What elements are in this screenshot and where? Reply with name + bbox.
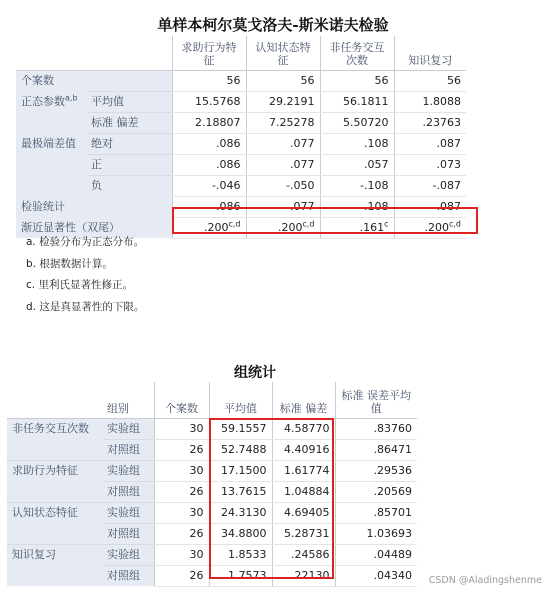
- footnote: a. 检验分布为正态分布。: [26, 236, 145, 248]
- significance-highlight-box: [172, 207, 478, 234]
- mean-value: 59.1557: [209, 418, 272, 439]
- cell-value: [246, 70, 320, 91]
- value-text: .108: [364, 136, 389, 150]
- n-value: 30: [154, 460, 209, 481]
- value-text: 1.8088: [422, 94, 461, 108]
- cell-value: [394, 70, 466, 91]
- cell-value: [246, 154, 320, 175]
- gs-col-header: 标准 偏差: [272, 382, 335, 418]
- row-label: [16, 154, 86, 175]
- row-label-text: 正态参数: [21, 94, 65, 108]
- group-label: 对照组: [102, 523, 154, 544]
- row-sublabel: 正: [86, 154, 172, 175]
- n-value: 26: [154, 439, 209, 460]
- cell-value: [172, 175, 246, 196]
- sd-value: 4.58770: [272, 418, 335, 439]
- mean-value: 52.7488: [209, 439, 272, 460]
- cell-value: [172, 112, 246, 133]
- cell-value: [246, 112, 320, 133]
- n-value: 30: [154, 544, 209, 565]
- cell-value: [246, 133, 320, 154]
- cell-value: [394, 175, 466, 196]
- footnote-marker: c,d: [302, 218, 315, 228]
- cell-value: [320, 175, 394, 196]
- value-text: 56: [300, 73, 315, 87]
- gs-col-header: 标准 误差平均值: [335, 382, 417, 418]
- ks-col-header: 知识复习: [394, 36, 466, 70]
- cell-value: [320, 112, 394, 133]
- row-label: [16, 175, 86, 196]
- mean-value: 1.7573: [209, 565, 272, 586]
- cell-value: [394, 112, 466, 133]
- group-label: 对照组: [102, 439, 154, 460]
- row-label: [16, 91, 86, 112]
- se-value: .29536: [335, 460, 417, 481]
- value-text: .086: [216, 136, 241, 150]
- value-text: .077: [290, 157, 315, 171]
- row-label: [16, 196, 172, 217]
- ks-row: [16, 112, 466, 133]
- value-text: .077: [290, 136, 315, 150]
- row-label: [16, 133, 86, 154]
- value-text: .23763: [422, 115, 461, 129]
- value-text: .087: [436, 199, 461, 213]
- sd-value: 4.69405: [272, 502, 335, 523]
- gs-col-header: 组别: [102, 382, 154, 418]
- cell-value: [172, 133, 246, 154]
- ks-row: [16, 91, 466, 112]
- se-value: .20569: [335, 481, 417, 502]
- cell-value: [246, 175, 320, 196]
- variable-label: 知识复习: [7, 544, 102, 586]
- value-text: -.087: [432, 178, 461, 192]
- group-label: 对照组: [102, 481, 154, 502]
- cell-value: [320, 154, 394, 175]
- group-label: 实验组: [102, 502, 154, 523]
- sd-value: .24586: [272, 544, 335, 565]
- sd-value: 1.04884: [272, 481, 335, 502]
- watermark: CSDN @Aladingshenme: [428, 575, 542, 586]
- row-sublabel: 标准 偏差: [86, 112, 172, 133]
- value-text: .161: [359, 220, 385, 234]
- se-value: .85701: [335, 502, 417, 523]
- row-label-text: 个案数: [21, 73, 54, 87]
- value-text: 29.2191: [269, 94, 315, 108]
- value-text: .108: [364, 199, 389, 213]
- cell-value: [320, 70, 394, 91]
- row-label-text: 渐近显著性（双尾）: [21, 220, 120, 234]
- n-value: 26: [154, 565, 209, 586]
- group-label: 实验组: [102, 418, 154, 439]
- footnote-marker: a,b: [65, 92, 78, 102]
- value-text: 56.1811: [343, 94, 389, 108]
- row-label: [16, 70, 172, 91]
- group-label: 实验组: [102, 544, 154, 565]
- value-text: .086: [216, 157, 241, 171]
- se-value: .04340: [335, 565, 417, 586]
- mean-value: 1.8533: [209, 544, 272, 565]
- variable-label: 认知状态特征: [7, 502, 102, 544]
- value-text: -.050: [286, 178, 315, 192]
- variable-label: 求助行为特征: [7, 460, 102, 502]
- cell-value: [172, 91, 246, 112]
- ks-row: [16, 70, 466, 91]
- mean-value: 24.3130: [209, 502, 272, 523]
- n-value: 30: [154, 502, 209, 523]
- cell-value: [172, 70, 246, 91]
- value-text: .087: [436, 136, 461, 150]
- footnote: d. 这是真显著性的下限。: [26, 300, 145, 313]
- value-text: -.046: [212, 178, 241, 192]
- ks-footnotes: [26, 234, 144, 320]
- se-value: 1.03693: [335, 523, 417, 544]
- mean-value: 13.7615: [209, 481, 272, 502]
- cell-value: [172, 154, 246, 175]
- cell-value: [246, 91, 320, 112]
- row-sublabel: 负: [86, 175, 172, 196]
- ks-test-title: 单样本柯尔莫戈洛夫-斯米诺夫检验: [157, 16, 389, 34]
- sd-value: 5.28731: [272, 523, 335, 544]
- ks-col-header: 非任务交互次数: [320, 36, 394, 70]
- value-text: 2.18807: [195, 115, 241, 129]
- value-text: .073: [436, 157, 461, 171]
- group-stats-title: 组统计: [234, 365, 276, 381]
- value-text: .077: [290, 199, 315, 213]
- value-text: 56: [226, 73, 241, 87]
- se-value: .86471: [335, 439, 417, 460]
- row-label: [16, 112, 86, 133]
- mean-value: 17.1500: [209, 460, 272, 481]
- row-sublabel: 平均值: [86, 91, 172, 112]
- gs-col-header: 个案数: [154, 382, 209, 418]
- cell-value: [320, 91, 394, 112]
- value-text: .200: [203, 220, 229, 234]
- ks-col-header: 求助行为特征: [172, 36, 246, 70]
- ks-col-header: 认知状态特征: [246, 36, 320, 70]
- ks-row: [16, 154, 466, 175]
- row-label-text: 检验统计: [21, 199, 65, 213]
- n-value: 26: [154, 481, 209, 502]
- value-text: 15.5768: [195, 94, 241, 108]
- mean-value: 34.8800: [209, 523, 272, 544]
- sd-value: 4.40916: [272, 439, 335, 460]
- value-text: 56: [447, 73, 461, 87]
- sd-value: .22130: [272, 565, 335, 586]
- cell-value: [394, 133, 466, 154]
- footnote: b. 根据数据计算。: [26, 257, 113, 270]
- cell-value: [394, 154, 466, 175]
- mean-sd-highlight-box: [209, 418, 334, 579]
- footnote: c. 里利氏显著性修正。: [26, 279, 133, 291]
- row-label-text: 最极端差值: [21, 136, 76, 150]
- group-label: 对照组: [102, 565, 154, 586]
- cell-value: [394, 91, 466, 112]
- value-text: .200: [424, 220, 449, 234]
- value-text: 7.25278: [269, 115, 315, 129]
- se-value: .83760: [335, 418, 417, 439]
- cell-value: [320, 133, 394, 154]
- footnote-marker: c,d: [228, 218, 241, 228]
- gs-col-header: 平均值: [209, 382, 272, 418]
- footnote-marker: c: [384, 218, 389, 228]
- sd-value: 1.61774: [272, 460, 335, 481]
- variable-label: 非任务交互次数: [7, 418, 102, 460]
- value-text: 5.50720: [343, 115, 389, 129]
- value-text: .200: [277, 220, 303, 234]
- value-text: 56: [374, 73, 389, 87]
- value-text: .086: [216, 199, 241, 213]
- n-value: 30: [154, 418, 209, 439]
- row-sublabel: 绝对: [86, 133, 172, 154]
- ks-row: [16, 133, 466, 154]
- value-text: .057: [364, 157, 389, 171]
- value-text: -.108: [360, 178, 389, 192]
- group-label: 实验组: [102, 460, 154, 481]
- n-value: 26: [154, 523, 209, 544]
- footnote-marker: c,d: [448, 218, 461, 228]
- ks-row: [16, 175, 466, 196]
- se-value: .04489: [335, 544, 417, 565]
